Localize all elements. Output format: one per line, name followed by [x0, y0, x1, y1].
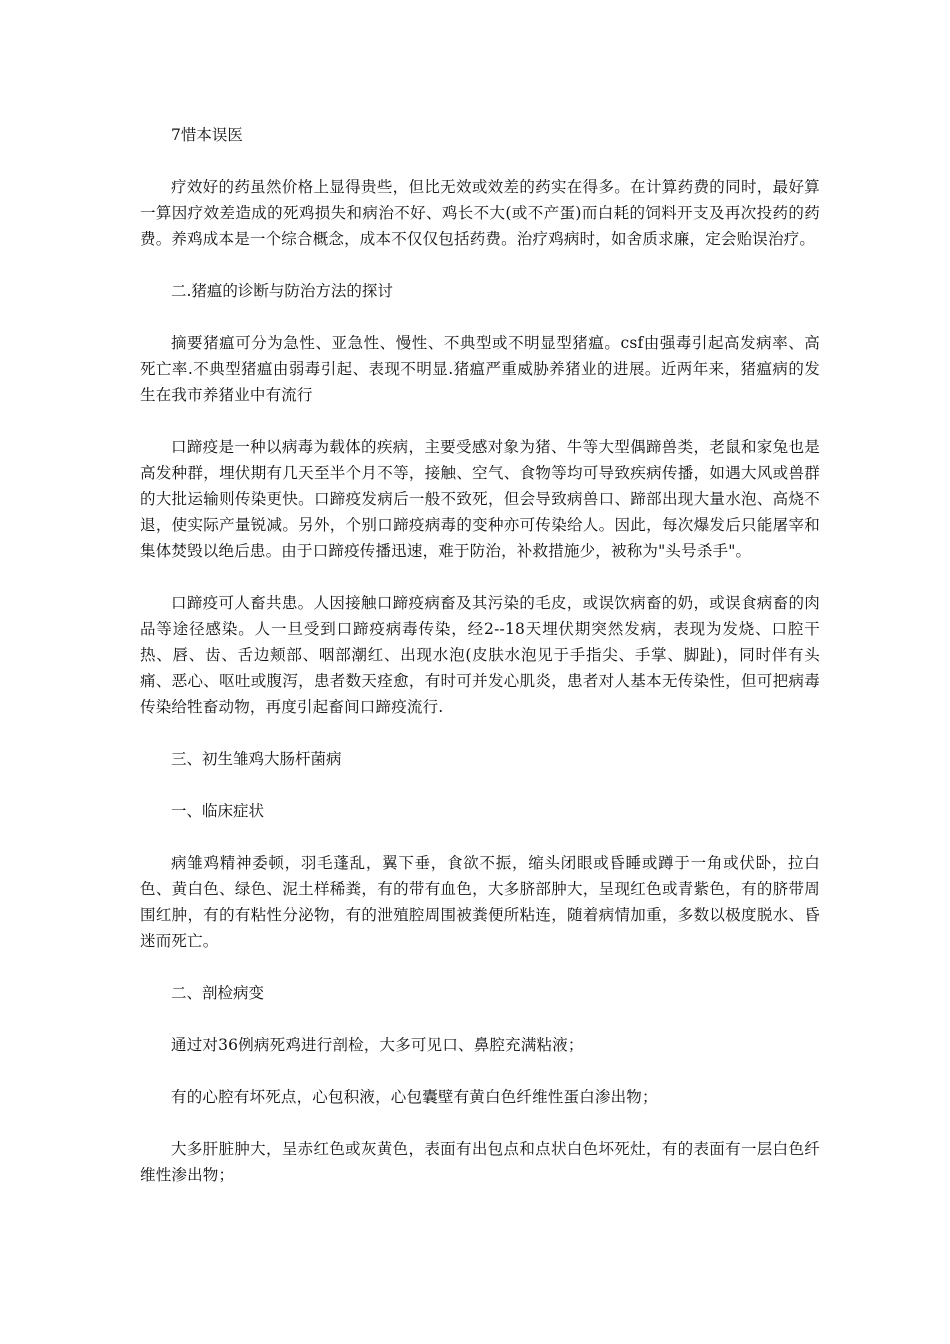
- paragraph: 有的心腔有坏死点，心包积液，心包囊壁有黄白色纤维性蛋白渗出物；: [171, 1088, 658, 1106]
- subsection-heading: 二、剖检病变: [171, 984, 265, 1002]
- paragraph: 摘要猪瘟可分为急性、亚急性、慢性、不典型或不明显型猪瘟。csf由强毒引起高发病率、高死亡率.不典型猪瘟由弱毒引起、表现不明显.猪瘟严重威胁养猪业的进展。近两年来，猪瘟病的发生在我市养猪业中有流行: [140, 334, 820, 404]
- paragraph: 通过对36例病死鸡进行剖检，大多可见口、鼻腔充满粘液；: [171, 1036, 584, 1054]
- paragraph: 大多肝脏肿大，呈赤红色或灰黄色，表面有出包点和点状白色坏死灶，有的表面有一层白色纤维性渗出物；: [140, 1140, 820, 1184]
- document-body: [140, 122, 820, 1188]
- subsection-heading: 一、临床症状: [171, 802, 265, 820]
- section-heading: 三、初生雏鸡大肠杆菌病: [171, 750, 342, 768]
- paragraph: 口蹄疫可人畜共患。人因接触口蹄疫病畜及其污染的毛皮，或误饮病畜的奶，或误食病畜的肉品等途径感染。人一旦受到口蹄疫病毒传染，经2--18天埋伏期突然发病，表现为发烧、口腔干热、唇、齿、舌边颊部、咽部潮红、出现水泡(皮肤水泡见于手指尖、手掌、脚趾)，同时伴有头痛、恶心、呕吐或腹泻，患者数天痊愈，有时可并发心肌炎，患者对人基本无传染性，但可把病毒传染给牲畜动物，再度引起畜间口蹄疫流行.: [140, 594, 820, 716]
- paragraph: 口蹄疫是一种以病毒为载体的疾病，主要受感对象为猪、牛等大型偶蹄兽类，老鼠和家兔也是高发种群，埋伏期有几天至半个月不等，接触、空气、食物等均可导致疾病传播，如遇大风或兽群的大批运输则传染更快。口蹄疫发病后一般不致死，但会导致病兽口、蹄部出现大量水泡、高烧不退，使实际产量锐减。另外，个别口蹄疫病毒的变种亦可传染给人。因此，每次爆发后只能屠宰和集体焚毁以绝后患。由于口蹄疫传播迅速，难于防治，补救措施少，被称为"头号杀手"。: [140, 438, 820, 560]
- paragraph: 疗效好的药虽然价格上显得贵些，但比无效或效差的药实在得多。在计算药费的同时，最好算一算因疗效差造成的死鸡损失和病治不好、鸡长不大(或不产蛋)而白耗的饲料开支及再次投药的药费。养鸡成本是一个综合概念，成本不仅仅包括药费。治疗鸡病时，如舍质求廉，定会贻误治疗。: [140, 178, 820, 248]
- section-heading: 7惜本误医: [171, 126, 243, 144]
- paragraph: 病雏鸡精神委顿，羽毛蓬乱，翼下垂，食欲不振，缩头闭眼或昏睡或蹲于一角或伏卧，拉白色、黄白色、绿色、泥土样稀粪，有的带有血色，大多脐部肿大，呈现红色或青紫色，有的脐带周围红肿，有的有粘性分泌物，有的泄殖腔周围被粪便所粘连，随着病情加重，多数以极度脱水、昏迷而死亡。: [140, 854, 820, 950]
- section-heading: 二.猪瘟的诊断与防治方法的探讨: [171, 282, 393, 300]
